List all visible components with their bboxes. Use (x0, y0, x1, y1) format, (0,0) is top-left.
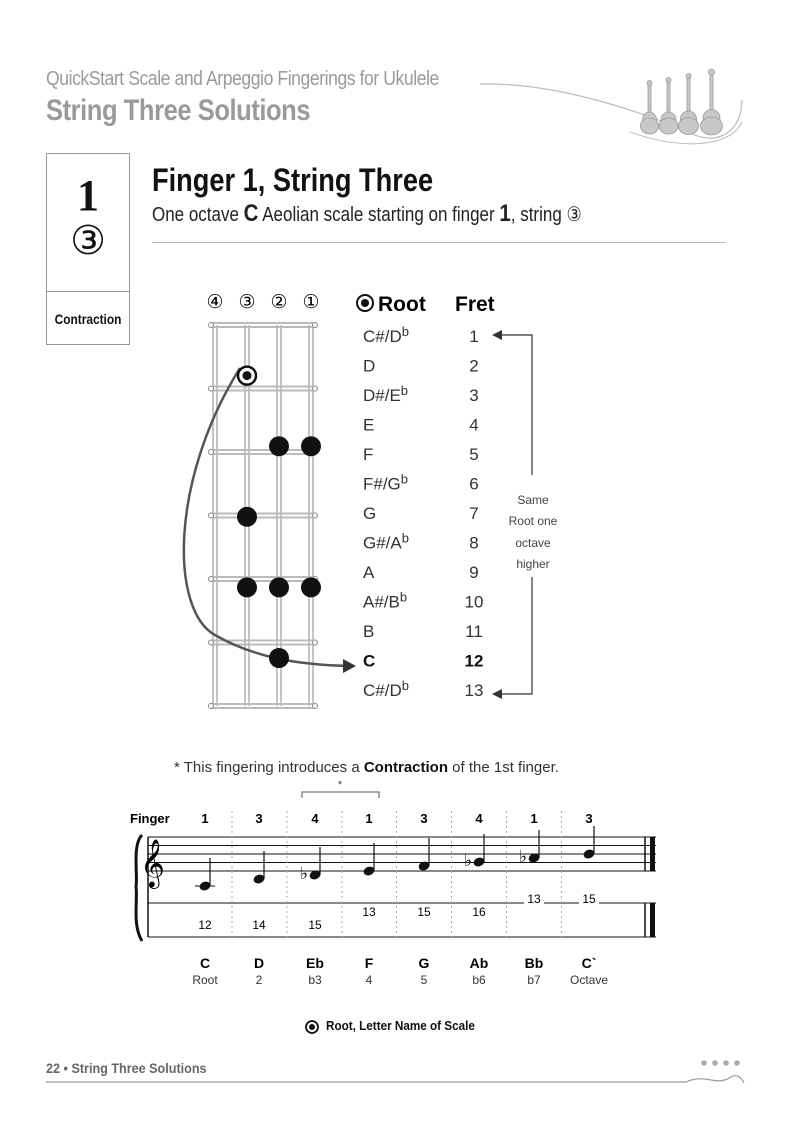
octave-note-line: higher (516, 557, 550, 571)
finger-number: 1 (530, 811, 538, 826)
bracket-arrow-top (492, 330, 502, 340)
contraction-mark: * (337, 779, 343, 791)
fret-number: 13 (464, 681, 484, 700)
fret-end (209, 513, 214, 518)
contraction-arrowhead (343, 659, 356, 673)
finger-number: 3 (255, 811, 263, 826)
box-finger-number: 1 (77, 171, 99, 220)
header-subtitle: QuickStart Scale and Arpeggio Fingerings for Ukulele (46, 68, 439, 90)
fret-number: 10 (464, 592, 484, 612)
string-labels (206, 292, 319, 313)
footer-dot (701, 1060, 707, 1066)
octave-bracket (492, 330, 558, 699)
tab-number: 13 (362, 905, 376, 919)
flat-accidental: ♭ (519, 847, 528, 866)
note-letter: G (418, 955, 430, 971)
section-rule (152, 242, 726, 243)
note-name: $D\#/E^b$ (363, 383, 409, 405)
fret-end (313, 513, 318, 518)
string-label: ④ (206, 292, 224, 313)
footer-dot (723, 1060, 729, 1066)
finger-dot (301, 436, 321, 456)
bracket-top (496, 335, 532, 475)
note-letter: Ab (469, 955, 489, 971)
fret-header-text: Fret (455, 293, 495, 316)
note-fret-table (363, 324, 483, 700)
note-name: $F\#/G^b$ (363, 471, 409, 494)
subtitle-text: One octave (152, 204, 244, 226)
finger-dot (237, 577, 257, 597)
flat-superscript: b (399, 589, 408, 605)
octave-note-line: Same (517, 493, 549, 507)
header-title: String Three Solutions (46, 94, 311, 127)
fret-number: 11 (465, 622, 483, 641)
section-title: Finger 1, String Three (152, 162, 434, 198)
footnote-text-2: of the 1st finger. (448, 759, 559, 776)
note-letter: C (199, 955, 211, 971)
scale-degree: Octave (569, 973, 609, 987)
finger-dot (269, 577, 289, 597)
subtitle-text-3: , string (510, 204, 567, 226)
legend-root-icon (302, 1017, 322, 1037)
final-barline-thick (650, 903, 655, 937)
fret-number: 12 (464, 651, 484, 671)
finger-dot (269, 648, 289, 668)
string-label: ① (302, 292, 320, 313)
subtitle-key: C (243, 200, 259, 227)
notation-tab (0, 775, 794, 1000)
fretboard-frets (209, 323, 318, 709)
final-barline-thick (650, 837, 655, 871)
scale-degree: b7 (527, 973, 541, 987)
fret-end (313, 640, 318, 645)
flat-superscript: b (400, 471, 409, 487)
flat-superscript: b (401, 530, 409, 546)
tab-number: 16 (472, 905, 486, 919)
scale-degree: 5 (420, 973, 428, 987)
footer-ornament (46, 1055, 748, 1089)
fret-end (209, 704, 214, 709)
fret-end (313, 386, 318, 391)
tab-number: 14 (252, 918, 266, 932)
note-name: $A\#/B^b$ (363, 589, 408, 612)
tab-number: 12 (198, 918, 212, 932)
footer-text: String Three Solutions (71, 1060, 207, 1076)
finger-number: 3 (585, 811, 593, 826)
fret-number: 7 (469, 504, 479, 523)
footnote-text: * This fingering introduces a (174, 759, 364, 776)
treble-clef: 𝄞 (140, 839, 165, 886)
note-name: G (363, 504, 377, 523)
note-name: D (363, 356, 376, 376)
footer-dot (712, 1060, 718, 1066)
finger-dot (301, 577, 321, 597)
subtitle-finger: 1 (499, 200, 511, 227)
note-name: B (363, 622, 375, 641)
finger-number: 4 (475, 811, 483, 826)
fret-end (209, 386, 214, 391)
finger-number: 3 (420, 811, 428, 826)
fret-number: 5 (469, 445, 479, 464)
footer-dot (734, 1060, 740, 1066)
note-letter: D (253, 955, 265, 971)
scale-degree: 2 (255, 973, 263, 987)
note-name: C (363, 651, 376, 671)
flat-accidental: ♭ (300, 864, 309, 883)
fret-number: 8 (469, 533, 479, 553)
fretboard-diagram (0, 280, 794, 720)
flat-superscript: b (400, 383, 409, 398)
flat-accidental: ♭ (464, 851, 473, 870)
fret-number: 3 (469, 386, 479, 405)
legend-text: Root, Letter Name of Scale (326, 1018, 475, 1033)
box-technique-label: Contraction (54, 311, 122, 327)
tab-number: 13 (527, 892, 541, 906)
header-ukulele-graphic (480, 60, 750, 160)
scale-degree: 4 (365, 973, 373, 987)
footnote (174, 759, 559, 776)
octave-note-line: octave (515, 536, 551, 550)
footer-separator: • (60, 1060, 72, 1076)
fret-number: 1 (469, 327, 479, 346)
tab-number: 15 (417, 905, 431, 919)
bracket-arrow-bottom (492, 689, 502, 699)
note-name: E (363, 415, 375, 435)
fret-end (209, 640, 214, 645)
note-letter: Eb (306, 955, 324, 971)
fret-end (209, 577, 214, 582)
subtitle-text-2: Aeolian scale starting on finger (258, 204, 500, 226)
tab-number: 15 (308, 918, 322, 932)
note-letter: C` (581, 955, 597, 971)
finger-number: 1 (365, 811, 373, 826)
scale-degree: b6 (472, 973, 486, 987)
octave-note-line: Root one (508, 514, 558, 528)
ukulele-icon (641, 69, 723, 135)
page-number: 22 (46, 1060, 61, 1076)
string-label: ② (270, 292, 288, 313)
string-label: ③ (238, 292, 256, 313)
box-string-number: ③ (70, 218, 106, 264)
note-name: $C\#/D^b$ (363, 324, 409, 346)
subtitle-string: ③ (566, 202, 582, 226)
note-name: F (363, 445, 374, 464)
contraction-bracket (302, 792, 379, 798)
finger-dot (269, 436, 289, 456)
finger-label: Finger (130, 811, 170, 826)
fret-number: 9 (469, 563, 479, 582)
fret-end (313, 704, 318, 709)
footnote-bold: Contraction (363, 759, 449, 776)
root-header (357, 293, 426, 316)
scale-degree: b3 (308, 973, 322, 987)
note-name: $G\#/A^b$ (363, 530, 409, 553)
fret-end (209, 323, 214, 328)
finger-dot (237, 507, 257, 527)
fretboard-strings (213, 325, 313, 706)
scale-degree: Root (192, 973, 218, 987)
fret-number: 6 (469, 474, 479, 494)
flat-superscript: b (401, 678, 409, 693)
note-letter: Bb (524, 955, 544, 971)
footer-squiggle (686, 1076, 744, 1083)
fret-end (209, 450, 214, 455)
note-name: $C\#/D^b$ (363, 678, 409, 700)
root-header-text: Root (378, 293, 426, 316)
root-icon-center (361, 299, 369, 307)
finger-number: 4 (311, 811, 319, 826)
fret-number: 2 (469, 356, 479, 376)
section-subtitle (152, 200, 582, 228)
finger-number: 1 (201, 811, 209, 826)
flat-superscript: b (401, 324, 409, 339)
note-name: A (363, 563, 375, 582)
fret-end (313, 323, 318, 328)
fret-number: 4 (469, 415, 479, 435)
root-dot-center (243, 371, 252, 380)
bracket-bottom (496, 577, 532, 694)
note-letter: F (364, 955, 374, 971)
tab-number: 15 (582, 892, 596, 906)
